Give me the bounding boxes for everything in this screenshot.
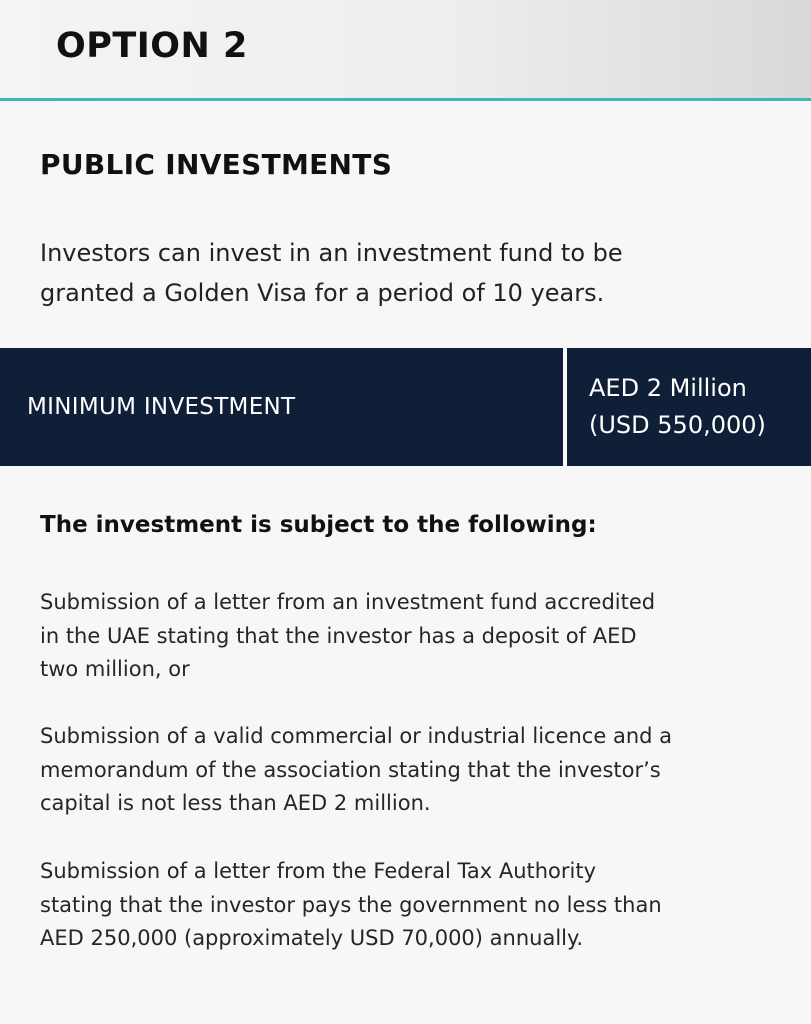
intro-line: Investors can invest in an investment fund to be: [40, 239, 623, 267]
condition-line: memorandum of the association stating that the investor’s: [40, 757, 661, 782]
conditions-heading: The investment is subject to the following:: [40, 512, 597, 538]
condition-paragraph: [40, 720, 780, 821]
condition-line: Submission of a letter from the Federal Tax Authority: [40, 859, 597, 883]
condition-line: stating that the investor pays the government no less than: [40, 892, 662, 917]
condition-line: two million, or: [40, 657, 190, 681]
condition-paragraph: [40, 855, 780, 956]
minimum-investment-value-cell: [567, 348, 811, 466]
condition-line: capital is not less than AED 2 million.: [40, 791, 431, 815]
section-title: PUBLIC INVESTMENTS: [40, 148, 393, 181]
condition-line: in the UAE stating that the investor has a deposit of AED: [40, 623, 637, 648]
condition-paragraph: [40, 586, 780, 687]
page-header: [0, 0, 811, 101]
minimum-investment-label-cell: [0, 348, 563, 466]
minimum-investment-aed: AED 2 Million: [589, 374, 747, 402]
condition-line: Submission of a letter from an investment fund accredited: [40, 590, 656, 614]
minimum-investment-label: MINIMUM INVESTMENT: [27, 394, 296, 420]
intro-line: granted a Golden Visa for a period of 10 years.: [40, 279, 605, 307]
intro-paragraph: [40, 233, 780, 313]
condition-line: AED 250,000 (approximately USD 70,000) annually.: [40, 926, 584, 950]
option-title: OPTION 2: [56, 26, 248, 66]
minimum-investment-band: [0, 348, 811, 466]
minimum-investment-usd: (USD 550,000): [589, 411, 766, 439]
condition-line: Submission of a valid commercial or industrial licence and a: [40, 724, 672, 748]
